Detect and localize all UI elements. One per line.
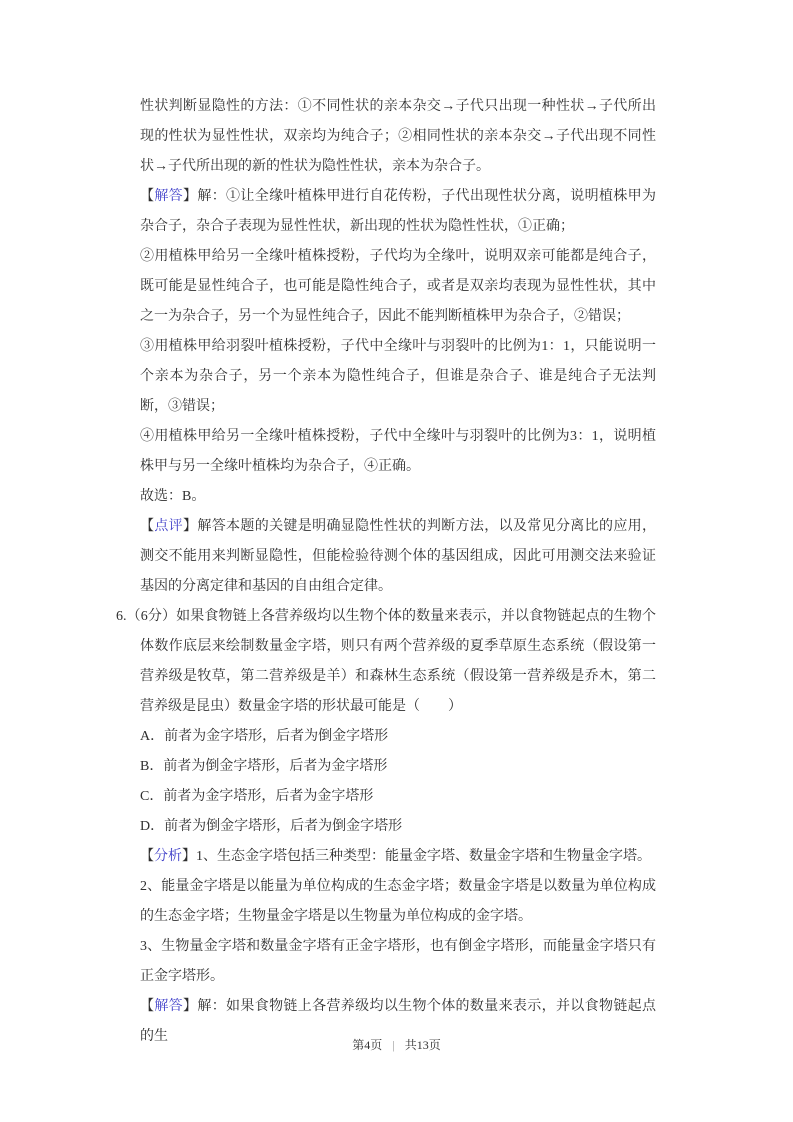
tag-fenxi: 分析 bbox=[154, 849, 182, 864]
bracket-close: 】 bbox=[183, 519, 198, 534]
paragraph-q5-conclusion: 故选：B。 bbox=[140, 489, 206, 504]
paragraph-q5-answer-step4: ④用植株甲给另一全缘叶植株授粉，子代中全缘叶与羽裂叶的比例为3：1，说明植株甲与另一全缘叶植株均为杂合子，④正确。 bbox=[140, 429, 656, 474]
paragraph-text: 解：如果食物链上各营养级均以生物个体的数量来表示，并以食物链起点的生 bbox=[140, 999, 657, 1044]
paragraph-text: 解答本题的关键是明确显隐性性状的判断方法，以及常见分离比的应用，测交不能用来判断显隐性，但能检验待测个体的基因组成，因此可用测交法来验证基因的分离定律和基因的自由组合定律。 bbox=[140, 519, 657, 594]
paragraph-q6-analysis-3: 3、生物量金字塔和数量金字塔有正金字塔形，也有倒金字塔形，而能量金字塔只有正金字塔形。 bbox=[140, 939, 656, 984]
question-6-option-b: B．前者为倒金字塔形，后者为金字塔形 bbox=[140, 759, 388, 774]
question-6-stem: 6.（6分）如果食物链上各营养级均以生物个体的数量来表示，并以食物链起点的生物个体数作底层来绘制数量金字塔，则只有两个营养级的夏季草原生态系统（假设第一营养级是牧草，第二营养级是羊）和森林生态系统（假设第一营养级是乔木，第二营养级是昆虫）数量金字塔的形状最可能是（ ） bbox=[116, 609, 656, 714]
page-separator: | bbox=[392, 1038, 395, 1052]
page-number: 第4页 bbox=[352, 1038, 383, 1052]
paragraph-q6-analysis bbox=[140, 842, 656, 872]
bracket-close: 】 bbox=[183, 999, 198, 1014]
page-footer bbox=[0, 1036, 793, 1053]
bracket-close: 】 bbox=[183, 189, 198, 204]
total-pages: 共13页 bbox=[404, 1038, 441, 1052]
tag-jieda: 解答 bbox=[154, 999, 184, 1014]
bracket-open: 【 bbox=[140, 999, 155, 1014]
document-content bbox=[116, 92, 657, 1052]
question-6-option-d: D．前者为倒金字塔形，后者为倒金字塔形 bbox=[140, 819, 403, 834]
question-6-option-c: C．前者为金字塔形，后者为金字塔形 bbox=[140, 789, 374, 804]
paragraph-q5-comment bbox=[140, 512, 656, 602]
paragraph-q5-answer-step2: ②用植株甲给另一全缘叶植株授粉，子代均为全缘叶，说明双亲可能都是纯合子，既可能是显性纯合子，也可能是隐性纯合子，或者是双亲均表现为显性性状，其中之一为杂合子，另一个为显性纯合子，因此不能判断植株甲为杂合子，②错误； bbox=[140, 249, 656, 324]
paragraph-q5-answer-step3: ③用植株甲给羽裂叶植株授粉，子代中全缘叶与羽裂叶的比例为1：1，只能说明一个亲本为杂合子，另一个亲本为隐性纯合子，但谁是杂合子、谁是纯合子无法判断，③错误； bbox=[140, 339, 656, 414]
paragraph-q5-answer bbox=[140, 182, 656, 242]
bracket-open: 【 bbox=[140, 519, 155, 534]
bracket-open: 【 bbox=[140, 849, 154, 864]
paragraph-q6-analysis-2: 2、能量金字塔是以能量为单位构成的生态金字塔；数量金字塔是以数量为单位构成的生态金字塔；生物量金字塔是以生物量为单位构成的金字塔。 bbox=[140, 879, 656, 924]
paragraph-text: 解：①让全缘叶植株甲进行自花传粉，子代出现性状分离，说明植株甲为杂合子，杂合子表现为显性性状，新出现的性状为隐性性状，①正确； bbox=[140, 189, 657, 234]
bracket-open: 【 bbox=[140, 189, 155, 204]
tag-jieda: 解答 bbox=[154, 189, 184, 204]
tag-dianping: 点评 bbox=[154, 519, 184, 534]
bracket-close: 】 bbox=[182, 849, 196, 864]
paragraph-text: 1、生态金字塔包括三种类型：能量金字塔、数量金字塔和生物量金字塔。 bbox=[196, 849, 651, 864]
paragraph-method-rules: 性状判断显隐性的方法：①不同性状的亲本杂交→子代只出现一种性状→子代所出现的性状为显性性状，双亲均为纯合子；②相同性状的亲本杂交→子代出现不同性状→子代所出现的新的性状为隐性性状，亲本为杂合子。 bbox=[140, 99, 656, 174]
question-6-option-a: A．前者为金字塔形，后者为倒金字塔形 bbox=[140, 729, 389, 744]
